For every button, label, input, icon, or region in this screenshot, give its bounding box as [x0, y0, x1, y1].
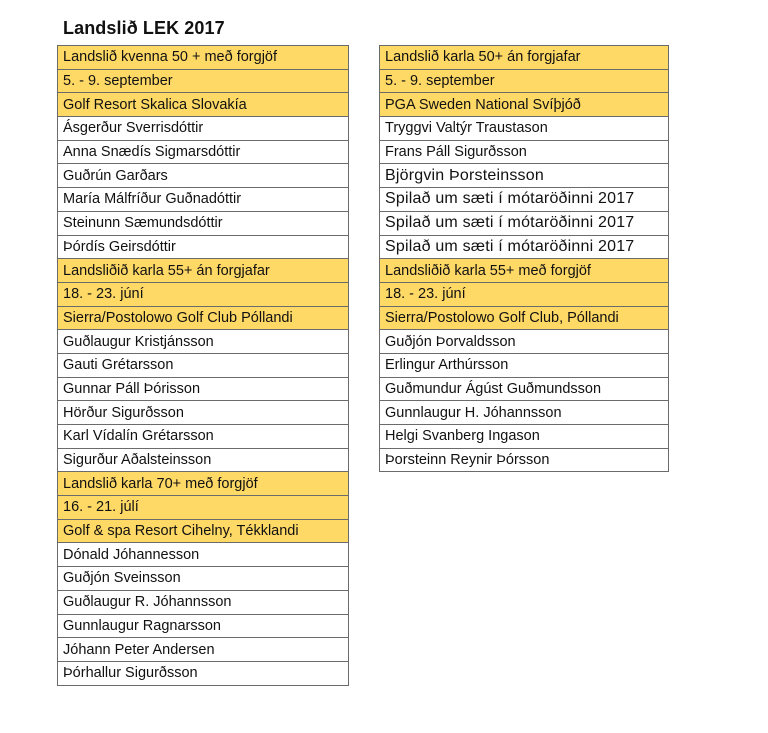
player-name-cell: Spilað um sæti í mótaröðinni 2017	[380, 235, 669, 259]
page-title: Landslið LEK 2017	[63, 18, 225, 38]
player-row	[58, 567, 349, 591]
player-row	[380, 353, 669, 377]
player-name-cell: Guðrún Garðars	[58, 164, 349, 188]
section-header-row	[58, 259, 349, 283]
player-name-cell: Helgi Svanberg Ingason	[380, 425, 669, 449]
player-name-cell: Þórdís Geirsdóttir	[58, 235, 349, 259]
player-row	[58, 188, 349, 212]
player-name-cell: Guðlaugur R. Jóhannsson	[58, 590, 349, 614]
section-header-cell: Sierra/Postolowo Golf Club, Póllandi	[380, 306, 669, 330]
section-header-row	[58, 472, 349, 496]
player-row	[380, 448, 669, 472]
player-row	[380, 401, 669, 425]
section-header-cell: 18. - 23. júní	[380, 282, 669, 306]
section-header-row	[58, 496, 349, 520]
section-header-cell: PGA Sweden National Svíþjóð	[380, 93, 669, 117]
player-name-cell: Guðjón Þorvaldsson	[380, 330, 669, 354]
player-row	[380, 211, 669, 235]
section-header-row	[58, 46, 349, 70]
section-header-row	[58, 69, 349, 93]
player-row	[380, 188, 669, 212]
section-header-cell: 16. - 21. júlí	[58, 496, 349, 520]
player-name-cell: María Málfríður Guðnadóttir	[58, 188, 349, 212]
section-header-row	[58, 93, 349, 117]
section-header-row	[380, 282, 669, 306]
section-header-cell: Landslið karla 50+ án forgjafar	[380, 46, 669, 70]
player-row	[58, 330, 349, 354]
player-name-cell: Anna Snædís Sigmarsdóttir	[58, 140, 349, 164]
section-header-cell: Landsliðið karla 55+ án forgjafar	[58, 259, 349, 283]
player-name-cell: Þórhallur Sigurðsson	[58, 661, 349, 685]
section-header-cell: Sierra/Postolowo Golf Club Póllandi	[58, 306, 349, 330]
player-row	[58, 164, 349, 188]
player-row	[58, 140, 349, 164]
player-row	[58, 590, 349, 614]
player-name-cell: Tryggvi Valtýr Traustason	[380, 117, 669, 141]
player-row	[58, 638, 349, 662]
section-header-cell: 5. - 9. september	[380, 69, 669, 93]
section-header-cell: Landslið kvenna 50 + með forgjöf	[58, 46, 349, 70]
player-name-cell: Spilað um sæti í mótaröðinni 2017	[380, 188, 669, 212]
section-header-row	[58, 306, 349, 330]
player-row	[58, 661, 349, 685]
player-name-cell: Spilað um sæti í mótaröðinni 2017	[380, 211, 669, 235]
player-name-cell: Gauti Grétarsson	[58, 353, 349, 377]
player-name-cell: Sigurður Aðalsteinsson	[58, 448, 349, 472]
player-row	[58, 211, 349, 235]
player-row	[58, 401, 349, 425]
player-row	[380, 330, 669, 354]
player-name-cell: Dónald Jóhannesson	[58, 543, 349, 567]
player-name-cell: Ásgerður Sverrisdóttir	[58, 117, 349, 141]
player-row	[58, 543, 349, 567]
section-header-row	[380, 93, 669, 117]
player-name-cell: Þorsteinn Reynir Þórsson	[380, 448, 669, 472]
player-row	[58, 614, 349, 638]
section-header-cell: 5. - 9. september	[58, 69, 349, 93]
section-header-row	[380, 259, 669, 283]
player-row	[380, 140, 669, 164]
player-row	[58, 117, 349, 141]
right-team-rows	[380, 46, 669, 472]
player-name-cell: Björgvin Þorsteinsson	[380, 164, 669, 188]
player-name-cell: Gunnar Páll Þórisson	[58, 377, 349, 401]
player-row	[380, 164, 669, 188]
player-row	[58, 448, 349, 472]
section-header-cell: Landsliðið karla 55+ með forgjöf	[380, 259, 669, 283]
right-team-table	[379, 45, 669, 472]
player-name-cell: Erlingur Arthúrsson	[380, 353, 669, 377]
section-header-cell: Landslið karla 70+ með forgjöf	[58, 472, 349, 496]
player-name-cell: Gunnlaugur H. Jóhannsson	[380, 401, 669, 425]
player-name-cell: Karl Vídalín Grétarsson	[58, 425, 349, 449]
section-header-cell: Golf Resort Skalica Slovakía	[58, 93, 349, 117]
player-name-cell: Guðlaugur Kristjánsson	[58, 330, 349, 354]
section-header-row	[58, 519, 349, 543]
section-header-row	[380, 306, 669, 330]
section-header-row	[58, 282, 349, 306]
player-row	[58, 235, 349, 259]
player-name-cell: Jóhann Peter Andersen	[58, 638, 349, 662]
player-row	[380, 117, 669, 141]
player-row	[58, 353, 349, 377]
left-team-table	[57, 45, 349, 686]
player-row	[380, 235, 669, 259]
player-name-cell: Steinunn Sæmundsdóttir	[58, 211, 349, 235]
player-name-cell: Hörður Sigurðsson	[58, 401, 349, 425]
player-row	[58, 425, 349, 449]
section-header-row	[380, 69, 669, 93]
left-team-rows	[58, 46, 349, 686]
section-header-cell: Golf & spa Resort Cihelny, Tékklandi	[58, 519, 349, 543]
player-name-cell: Guðmundur Ágúst Guðmundsson	[380, 377, 669, 401]
player-name-cell: Frans Páll Sigurðsson	[380, 140, 669, 164]
player-row	[58, 377, 349, 401]
player-name-cell: Gunnlaugur Ragnarsson	[58, 614, 349, 638]
section-header-row	[380, 46, 669, 70]
player-row	[380, 425, 669, 449]
player-row	[380, 377, 669, 401]
player-name-cell: Guðjón Sveinsson	[58, 567, 349, 591]
section-header-cell: 18. - 23. júní	[58, 282, 349, 306]
